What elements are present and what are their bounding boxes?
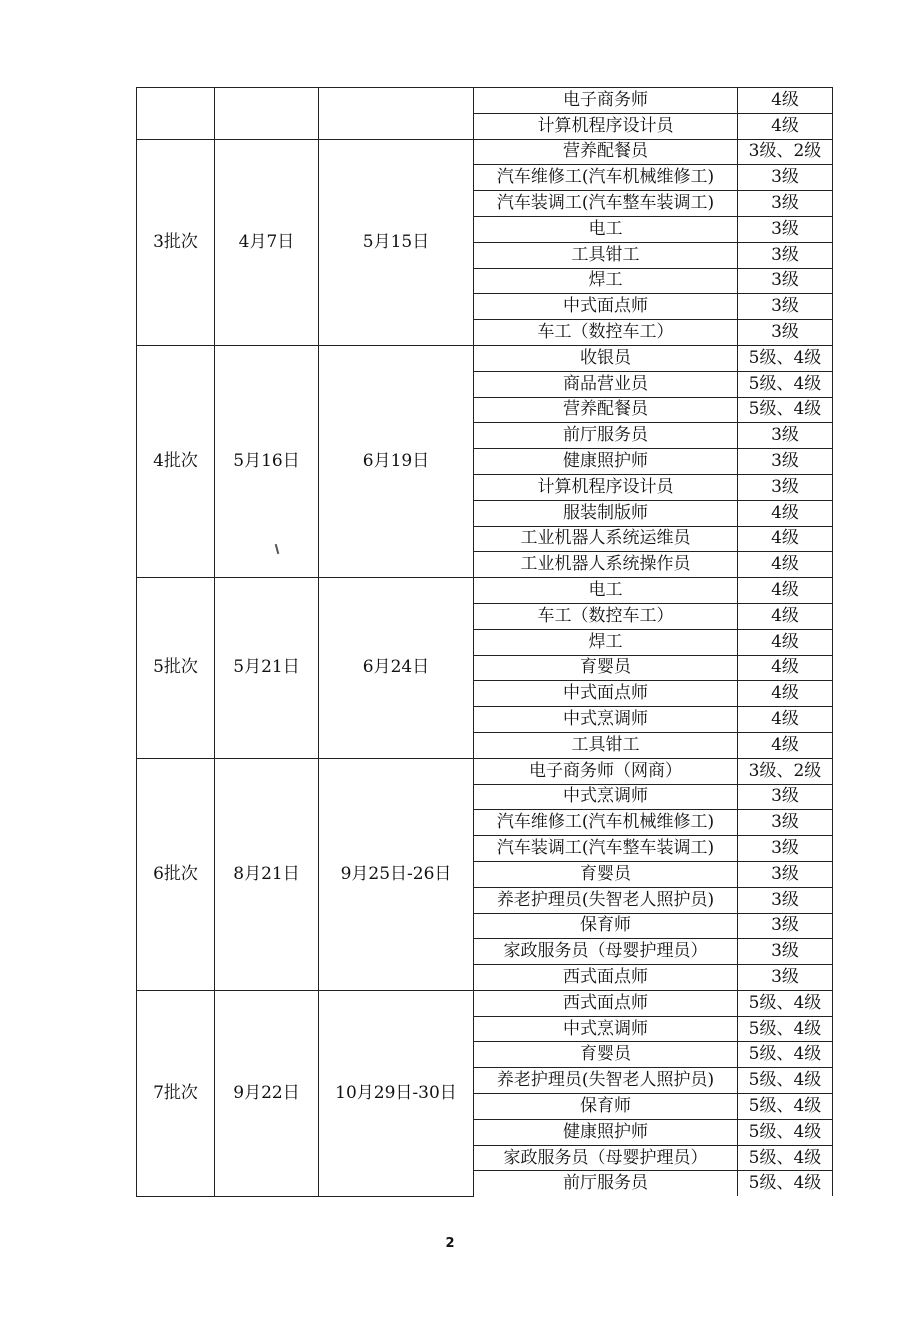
level-cell: 5级、4级: [738, 1171, 833, 1196]
level-cell: 4级: [738, 655, 833, 681]
occupation-cell: 保育师: [474, 1094, 738, 1120]
level-cell: 4级: [738, 629, 833, 655]
batch-cell: 5批次: [137, 578, 215, 759]
level-cell: 3级: [738, 474, 833, 500]
occupation-cell: 中式烹调师: [474, 784, 738, 810]
level-cell: 4级: [738, 113, 833, 139]
batch-cell: 7批次: [137, 990, 215, 1196]
level-cell: 3级: [738, 191, 833, 217]
level-cell: 5级、4级: [738, 1042, 833, 1068]
table-row: [137, 345, 833, 371]
end-date-cell: 6月24日: [319, 578, 474, 759]
level-cell: 4级: [738, 500, 833, 526]
table-row: [137, 88, 833, 114]
level-cell: 3级: [738, 913, 833, 939]
start-date-cell: 5月21日: [215, 578, 319, 759]
occupation-cell: 工业机器人系统运维员: [474, 526, 738, 552]
occupation-cell: 计算机程序设计员: [474, 113, 738, 139]
page-number: 2: [445, 1236, 455, 1251]
level-cell: 3级: [738, 216, 833, 242]
table-row: [137, 758, 833, 784]
occupation-cell: 养老护理员(失智老人照护员): [474, 1068, 738, 1094]
level-cell: 5级、4级: [738, 1145, 833, 1171]
level-cell: 5级、4级: [738, 345, 833, 371]
batch-cell: [137, 88, 215, 140]
level-cell: 4级: [738, 603, 833, 629]
level-cell: 3级、2级: [738, 758, 833, 784]
occupation-cell: 育婴员: [474, 655, 738, 681]
end-date-cell: 5月15日: [319, 139, 474, 345]
level-cell: 3级: [738, 242, 833, 268]
level-cell: 3级: [738, 784, 833, 810]
occupation-cell: 健康照护师: [474, 1119, 738, 1145]
occupation-cell: 西式面点师: [474, 965, 738, 991]
occupation-cell: 营养配餐员: [474, 397, 738, 423]
level-cell: 3级: [738, 810, 833, 836]
occupation-cell: 健康照护师: [474, 449, 738, 475]
table-row: [137, 990, 833, 1016]
start-date-cell: 8月21日: [215, 758, 319, 990]
level-cell: 4级: [738, 681, 833, 707]
level-cell: 5级、4级: [738, 397, 833, 423]
level-cell: 3级: [738, 268, 833, 294]
level-cell: 3级: [738, 939, 833, 965]
level-cell: 5级、4级: [738, 1119, 833, 1145]
end-date-cell: 9月25日-26日: [319, 758, 474, 990]
occupation-cell: 车工（数控车工）: [474, 603, 738, 629]
level-cell: 3级: [738, 887, 833, 913]
level-cell: 5级、4级: [738, 990, 833, 1016]
level-cell: 3级: [738, 165, 833, 191]
occupation-cell: 收银员: [474, 345, 738, 371]
level-cell: 3级: [738, 965, 833, 991]
level-cell: 5级、4级: [738, 371, 833, 397]
level-cell: 3级: [738, 836, 833, 862]
start-date-cell: 4月7日: [215, 139, 319, 345]
occupation-cell: 中式烹调师: [474, 1016, 738, 1042]
level-cell: 4级: [738, 732, 833, 758]
level-cell: 3级: [738, 320, 833, 346]
level-cell: 3级: [738, 294, 833, 320]
occupation-cell: 电工: [474, 578, 738, 604]
occupation-cell: 前厅服务员: [474, 423, 738, 449]
batch-cell: 3批次: [137, 139, 215, 345]
occupation-cell: 中式面点师: [474, 294, 738, 320]
occupation-cell: 焊工: [474, 629, 738, 655]
occupation-cell: 育婴员: [474, 861, 738, 887]
end-date-cell: 10月29日-30日: [319, 990, 474, 1196]
occupation-cell: 焊工: [474, 268, 738, 294]
level-cell: 4级: [738, 578, 833, 604]
occupation-cell: 前厅服务员: [474, 1171, 738, 1196]
batch-cell: 6批次: [137, 758, 215, 990]
occupation-cell: 家政服务员（母婴护理员）: [474, 939, 738, 965]
level-cell: 5级、4级: [738, 1094, 833, 1120]
start-date-cell: 9月22日: [215, 990, 319, 1196]
table-row: [137, 139, 833, 165]
occupation-cell: 工业机器人系统操作员: [474, 552, 738, 578]
occupation-cell: 计算机程序设计员: [474, 474, 738, 500]
schedule-table: [136, 87, 833, 1197]
occupation-cell: 保育师: [474, 913, 738, 939]
occupation-cell: 家政服务员（母婴护理员）: [474, 1145, 738, 1171]
occupation-cell: 汽车装调工(汽车整车装调工): [474, 191, 738, 217]
start-date-cell: [215, 88, 319, 140]
level-cell: 4级: [738, 88, 833, 114]
level-cell: 5级、4级: [738, 1016, 833, 1042]
level-cell: 4级: [738, 526, 833, 552]
level-cell: 3级: [738, 423, 833, 449]
start-date-cell: 5月16日: [215, 345, 319, 577]
table-row: [137, 578, 833, 604]
occupation-cell: 工具钳工: [474, 242, 738, 268]
batch-cell: 4批次: [137, 345, 215, 577]
level-cell: 3级、2级: [738, 139, 833, 165]
occupation-cell: 中式面点师: [474, 681, 738, 707]
level-cell: 4级: [738, 707, 833, 733]
occupation-cell: 西式面点师: [474, 990, 738, 1016]
occupation-cell: 汽车装调工(汽车整车装调工): [474, 836, 738, 862]
occupation-cell: 中式烹调师: [474, 707, 738, 733]
level-cell: 5级、4级: [738, 1068, 833, 1094]
level-cell: 3级: [738, 861, 833, 887]
occupation-cell: 汽车维修工(汽车机械维修工): [474, 810, 738, 836]
level-cell: 4级: [738, 552, 833, 578]
occupation-cell: 养老护理员(失智老人照护员): [474, 887, 738, 913]
schedule-table-body: [137, 88, 833, 1197]
occupation-cell: 工具钳工: [474, 732, 738, 758]
end-date-cell: 6月19日: [319, 345, 474, 577]
occupation-cell: 商品营业员: [474, 371, 738, 397]
occupation-cell: 电子商务师（网商）: [474, 758, 738, 784]
occupation-cell: 电工: [474, 216, 738, 242]
occupation-cell: 育婴员: [474, 1042, 738, 1068]
occupation-cell: 车工（数控车工）: [474, 320, 738, 346]
occupation-cell: 电子商务师: [474, 88, 738, 114]
occupation-cell: 营养配餐员: [474, 139, 738, 165]
occupation-cell: 服装制版师: [474, 500, 738, 526]
end-date-cell: [319, 88, 474, 140]
occupation-cell: 汽车维修工(汽车机械维修工): [474, 165, 738, 191]
level-cell: 3级: [738, 449, 833, 475]
